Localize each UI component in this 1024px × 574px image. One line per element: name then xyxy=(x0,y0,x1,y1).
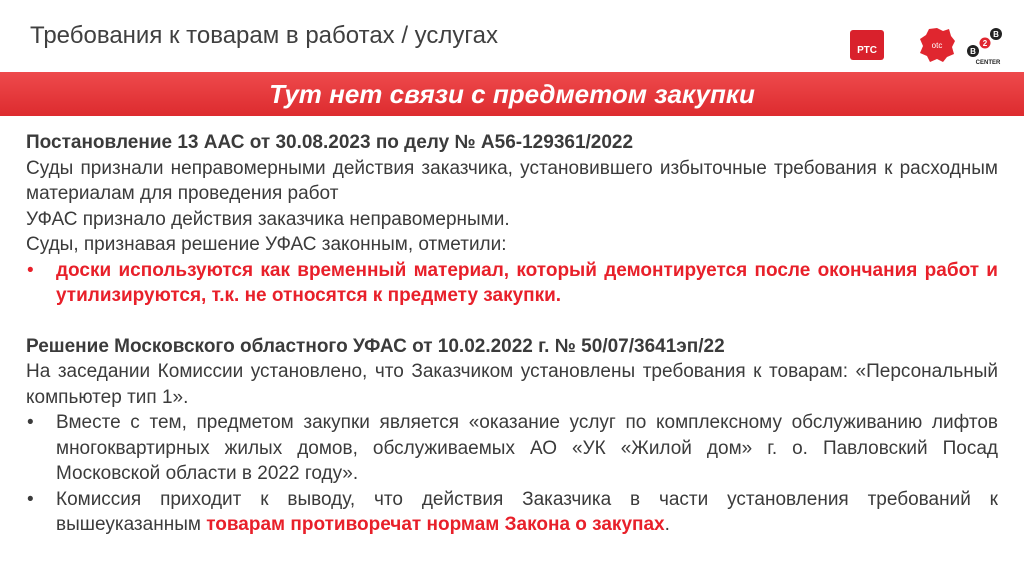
case1-line2: УФАС признало действия заказчика неправомерными. xyxy=(26,208,510,230)
case2-heading: Решение Московского областного УФАС от 10.02.2022 г. № 50/07/3641эп/22 xyxy=(26,335,725,357)
case2-bullet2-end: . xyxy=(664,514,670,535)
case2-bullet2-highlight: товарам противоречат нормам Закона о закупах xyxy=(206,514,665,535)
svg-text:B: B xyxy=(993,30,999,39)
b2b-center-text: CENTER xyxy=(975,60,1001,66)
case1-line1: Суды признали неправомерными действия заказчика, установившего избыточные требования к расходным материалам для проведения работ xyxy=(26,157,998,204)
case1-bullet xyxy=(26,258,998,309)
case1-heading: Постановление 13 ААС от 30.08.2023 по делу № А56-129361/2022 xyxy=(26,132,634,153)
case2-bullet1 xyxy=(26,410,998,487)
case2-bullet2-text: Комиссия приходит к выводу, что действия Заказчика в части установления требований к вышеуказанным xyxy=(56,488,998,535)
bullet-marker: • xyxy=(27,412,34,433)
case2-bullet1-text: Вместе с тем, предметом закупки является «оказание услуг по комплексному обслуживанию лифтов многоквартирных жилых домов, обслуживаемых АО «УК «Жилой дом» г. о. Павловский Посад Московской области в 2022 году». xyxy=(56,412,998,484)
banner xyxy=(0,72,1024,116)
case1-line3: Суды, признавая решение УФАС законным, отметили: xyxy=(26,234,507,255)
bullet-marker: • xyxy=(27,259,34,281)
banner-text: Тут нет связи с предметом закупки xyxy=(269,78,755,109)
slide-title: Требования к товарам в работах / услугах xyxy=(30,22,498,49)
rts-logo-text: РТС xyxy=(857,45,877,56)
rts-logo xyxy=(850,30,884,60)
svg-text:2: 2 xyxy=(982,39,988,48)
bullet-marker: • xyxy=(27,488,34,510)
svg-text:B: B xyxy=(970,47,976,56)
slide-content xyxy=(26,130,998,538)
b2b-center-logo xyxy=(962,26,1006,70)
case2-line1: На заседании Комиссии установлено, что Заказчиком установлены требования к товарам: «Персональный компьютер тип 1». xyxy=(26,361,998,408)
case2-bullet2 xyxy=(26,487,998,538)
case1-bullet-text: доски используются как временный материал, который демонтируется после окончания работ и утилизируются, т.к. не относятся к предмету закупки. xyxy=(56,259,998,306)
svg-text:otc: otc xyxy=(931,41,943,50)
ots-logo xyxy=(918,26,956,64)
